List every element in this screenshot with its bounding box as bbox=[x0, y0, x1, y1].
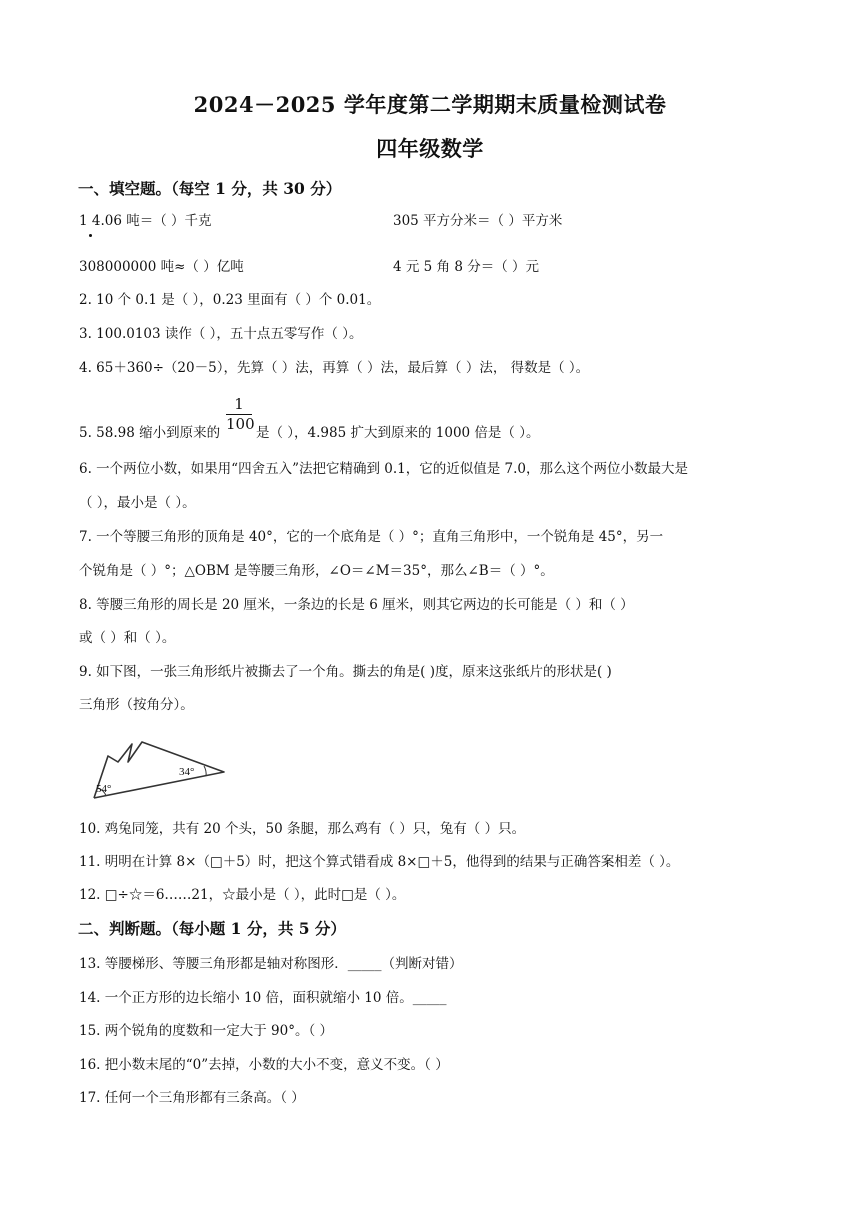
torn-triangle-figure bbox=[84, 738, 228, 804]
question-5-suffix: 是（ ），4.985 扩大到原来的 1000 倍是（ ）。 bbox=[256, 425, 540, 441]
fraction-numerator: 1 bbox=[226, 396, 252, 415]
question-8-line1: 8. 等腰三角形的周长是 20 厘米，一条边的长是 6 厘米，则其它两边的长可能是（ ）和（ ） bbox=[79, 597, 634, 613]
question-13: 13. 等腰梯形、等腰三角形都是轴对称图形．_____（判断对错） bbox=[79, 956, 463, 972]
dot-mark bbox=[89, 234, 92, 237]
question-7-line1: 7. 一个等腰三角形的顶角是 40°，它的一个底角是（ ）°；直角三角形中，一个锐角是 45°，另一 bbox=[79, 529, 664, 545]
fraction-one-hundredth bbox=[226, 395, 255, 433]
question-17: 17. 任何一个三角形都有三条高。（ ） bbox=[79, 1090, 305, 1106]
question-3: 3. 100.0103 读作（ ），五十点五零写作（ ）。 bbox=[79, 326, 363, 342]
question-10: 10. 鸡兔同笼，共有 20 个头，50 条腿，那么鸡有（ ）只，兔有（ ）只。 bbox=[79, 821, 526, 837]
question-4: 4. 65＋360÷（20－5），先算（ ）法，再算（ ）法，最后算（ ）法， 得数是（ ）。 bbox=[79, 360, 590, 376]
question-7-line2: 个锐角是（ ）°；△OBM 是等腰三角形，∠O＝∠M＝35°，那么∠B＝（ ）°。 bbox=[79, 563, 554, 579]
angle-arc-right bbox=[204, 766, 206, 776]
section2-heading: 二、判断题。（每小题 1 分，共 5 分） bbox=[78, 919, 346, 938]
question-9-line1: 9. 如下图，一张三角形纸片被撕去了一个角。撕去的角是( )度，原来这张纸片的形状是( ) bbox=[79, 664, 612, 680]
torn-triangle-outline bbox=[94, 742, 224, 798]
exam-subtitle: 四年级数学 bbox=[376, 136, 484, 161]
q1-part-a: 1 4.06 吨＝（ ）千克 bbox=[79, 213, 212, 229]
question-14: 14. 一个正方形的边长缩小 10 倍，面积就缩小 10 倍。_____ bbox=[79, 990, 447, 1006]
q1-part-c: 308000000 吨≈（ ）亿吨 bbox=[79, 259, 244, 275]
fraction-denominator: 100 bbox=[226, 415, 255, 433]
question-11: 11. 明明在计算 8×（□＋5）时，把这个算式错看成 8×□＋5，他得到的结果与正确答案相差（ ）。 bbox=[79, 854, 680, 870]
question-6-line1: 6. 一个两位小数，如果用“四舍五入”法把它精确到 0.1，它的近似值是 7.0，那么这个两位小数最大是 bbox=[79, 461, 688, 477]
question-8-line2: 或（ ）和（ ）。 bbox=[79, 630, 176, 646]
question-9-line2: 三角形（按角分）。 bbox=[79, 697, 194, 713]
angle-label-54: 54° bbox=[96, 783, 112, 795]
question-2: 2. 10 个 0.1 是（ ），0.23 里面有（ ）个 0.01。 bbox=[79, 292, 381, 308]
question-15: 15. 两个锐角的度数和一定大于 90°。（ ） bbox=[79, 1023, 334, 1039]
question-12: 12. □÷☆＝6……21，☆最小是（ ），此时□是（ ）。 bbox=[79, 887, 406, 903]
q1-part-b: 305 平方分米＝（ ）平方米 bbox=[393, 213, 563, 229]
question-16: 16. 把小数末尾的“0”去掉，小数的大小不变，意义不变。（ ） bbox=[79, 1057, 449, 1073]
section1-heading: 一、填空题。（每空 1 分，共 30 分） bbox=[78, 179, 342, 198]
exam-title: 2024－2025 学年度第二学期期末质量检测试卷 bbox=[193, 92, 667, 117]
question-6-line2: （ ），最小是（ ）。 bbox=[79, 495, 196, 511]
question-5-prefix: 5. 58.98 缩小到原来的 bbox=[79, 425, 221, 441]
angle-label-34: 34° bbox=[179, 766, 195, 778]
q1-part-d: 4 元 5 角 8 分＝（ ）元 bbox=[393, 259, 540, 275]
